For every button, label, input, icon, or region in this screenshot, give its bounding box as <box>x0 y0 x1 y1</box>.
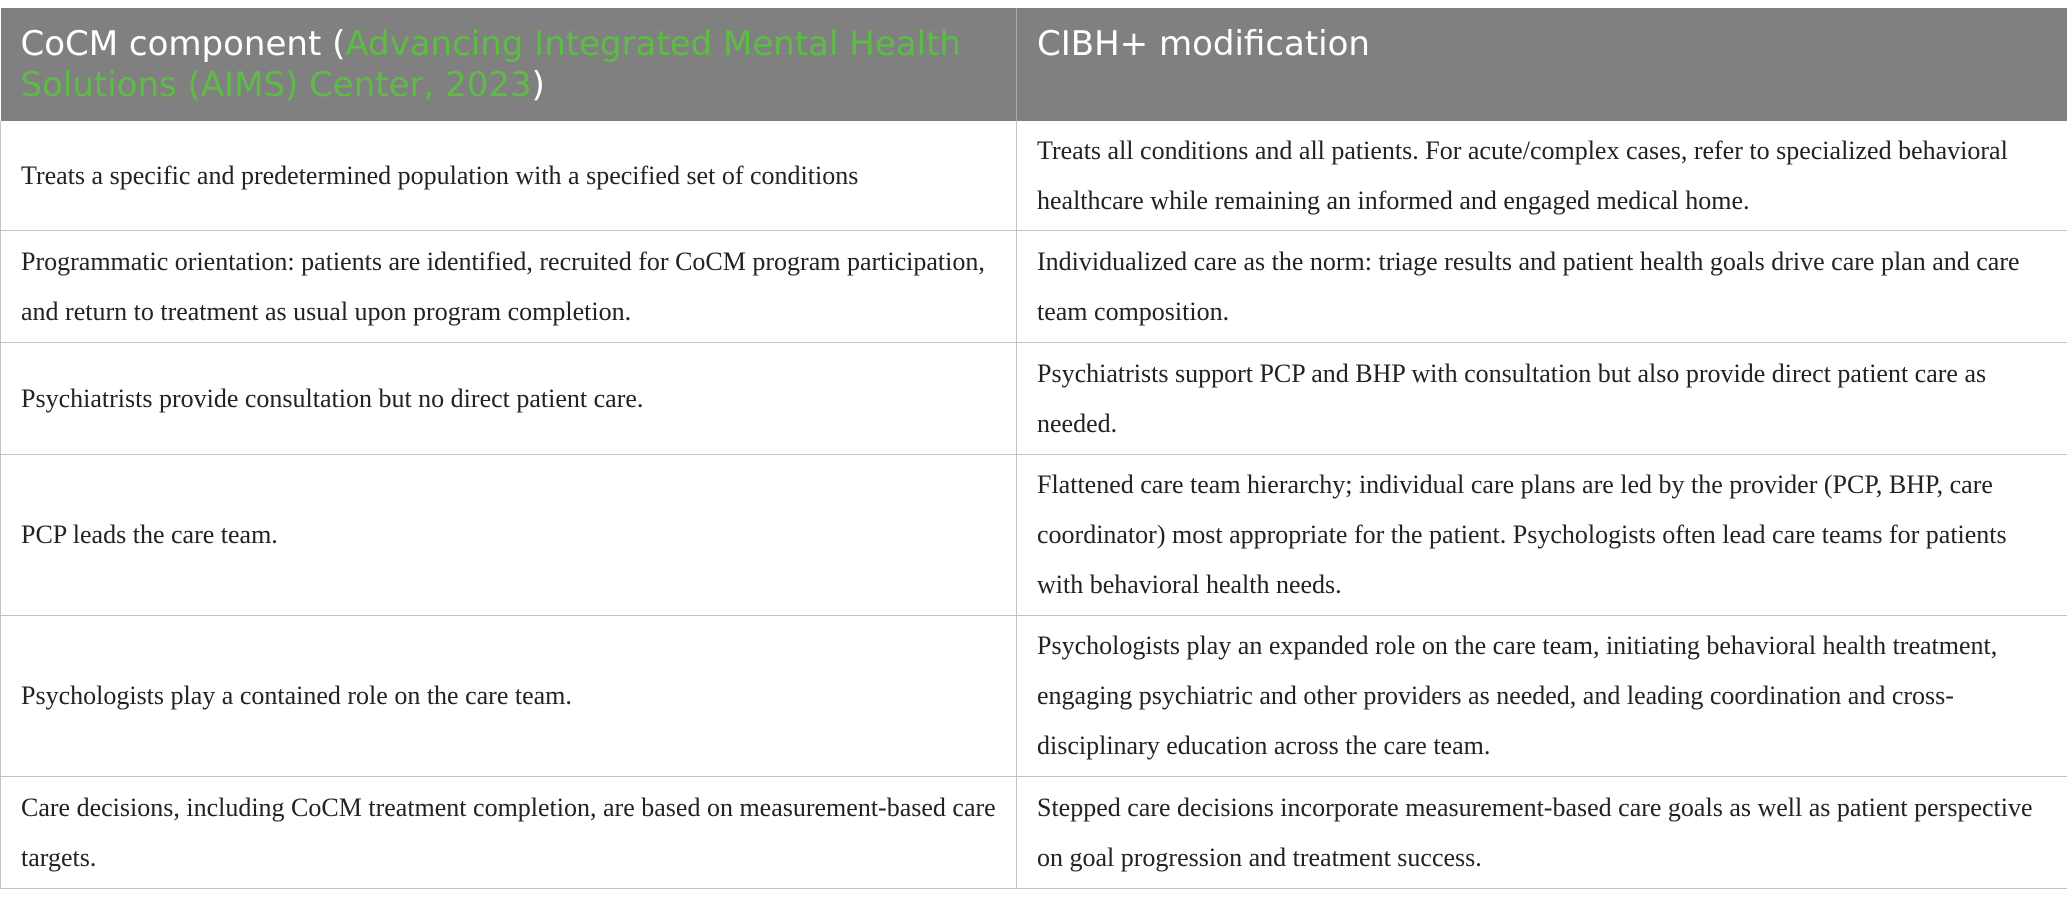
table-row <box>1 121 2067 231</box>
cibh-cell: Stepped care decisions incorporate measurement-based care goals as well as patient perspective on goal progression and treatment success. <box>1017 777 2067 889</box>
header-cocm-component <box>1 8 1017 121</box>
cocm-cell: Psychiatrists provide consultation but no direct patient care. <box>1 343 1017 455</box>
cibh-cell: Psychiatrists support PCP and BHP with consultation but also provide direct patient care as needed. <box>1017 343 2067 455</box>
cibh-cell: Individualized care as the norm: triage results and patient health goals drive care plan and care team composition. <box>1017 231 2067 343</box>
header-row <box>1 8 2067 121</box>
cocm-cell: Treats a specific and predetermined population with a specified set of conditions <box>1 121 1017 231</box>
table-row <box>1 616 2067 777</box>
cibh-cell: Flattened care team hierarchy; individual care plans are led by the provider (PCP, BHP, care coordinator) most appropriate for the patient. Psychologists often lead care teams for patients with behavioral health needs. <box>1017 455 2067 616</box>
cocm-cell: Care decisions, including CoCM treatment completion, are based on measurement-based care targets. <box>1 777 1017 889</box>
cibh-cell: Treats all conditions and all patients. For acute/complex cases, refer to specialized behavioral healthcare while remaining an informed and engaged medical home. <box>1017 121 2067 231</box>
header-cibh-modification: CIBH+ modification <box>1017 8 2067 121</box>
table-row <box>1 777 2067 889</box>
cocm-cell: PCP leads the care team. <box>1 455 1017 616</box>
cocm-cell: Programmatic orientation: patients are identified, recruited for CoCM program participation, and return to treatment as usual upon program completion. <box>1 231 1017 343</box>
comparison-table <box>0 8 2067 889</box>
cocm-cell: Psychologists play a contained role on the care team. <box>1 616 1017 777</box>
aims-center-citation-link[interactable]: Advancing Integrated Mental Health Solutions (AIMS) Center, 2023 <box>20 24 961 105</box>
table-row <box>1 231 2067 343</box>
header-cocm-prefix: CoCM component ( <box>20 24 346 64</box>
table-row <box>1 343 2067 455</box>
table-row <box>1 455 2067 616</box>
header-cocm-suffix: ) <box>531 65 545 105</box>
cibh-cell: Psychologists play an expanded role on the care team, initiating behavioral health treatment, engaging psychiatric and other providers as needed, and leading coordination and cross-disciplinary education across the care team. <box>1017 616 2067 777</box>
